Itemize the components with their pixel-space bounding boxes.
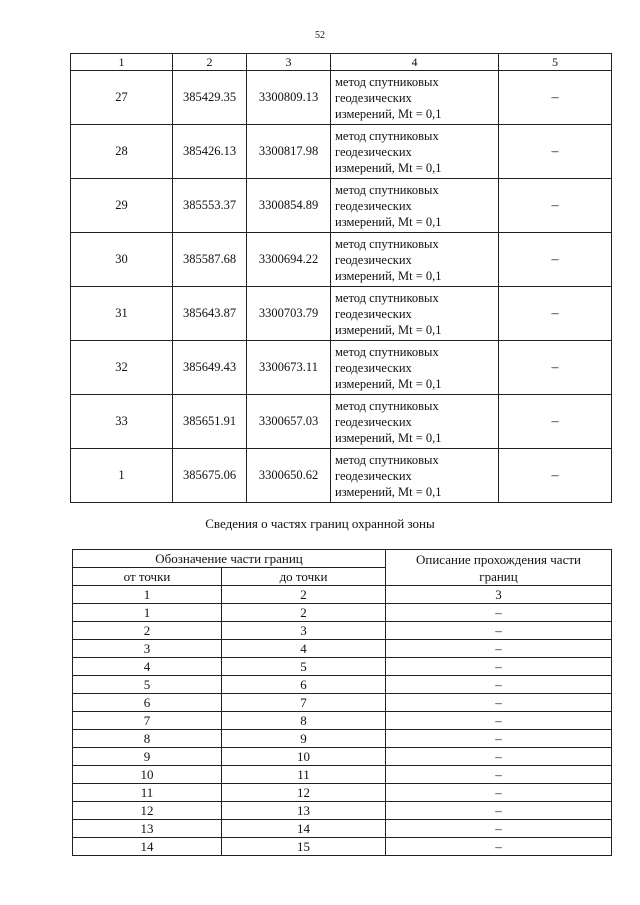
method-line: метод спутниковых (335, 452, 439, 467)
to-point-cell: 12 (222, 784, 386, 802)
passage-description-header (386, 550, 612, 586)
description-cell: – (386, 784, 612, 802)
note-cell: – (499, 179, 612, 233)
description-cell: – (386, 730, 612, 748)
table-row (71, 179, 612, 233)
note-cell: – (499, 341, 612, 395)
method-cell (331, 449, 499, 503)
table-row (71, 71, 612, 125)
note-cell: – (499, 125, 612, 179)
note-cell: – (499, 71, 612, 125)
method-line: измерений, Mt = 0,1 (335, 106, 442, 121)
boundary-part-designation-header: Обозначение части границ (73, 550, 386, 568)
table-row (73, 748, 612, 766)
x-coordinate-cell: 385426.13 (173, 125, 247, 179)
method-line: геодезических (335, 252, 412, 267)
table-row (73, 658, 612, 676)
table-row (73, 694, 612, 712)
from-point-cell: 12 (73, 802, 222, 820)
from-point-cell: 1 (73, 604, 222, 622)
to-point-cell: 14 (222, 820, 386, 838)
table-row (73, 712, 612, 730)
from-point-cell: 10 (73, 766, 222, 784)
point-number-cell: 31 (71, 287, 173, 341)
description-cell: – (386, 766, 612, 784)
method-cell (331, 125, 499, 179)
description-cell: – (386, 640, 612, 658)
method-line: измерений, Mt = 0,1 (335, 484, 442, 499)
column-number-3: 3 (247, 54, 331, 71)
table-row (73, 640, 612, 658)
to-point-cell: 10 (222, 748, 386, 766)
y-coordinate-cell: 3300703.79 (247, 287, 331, 341)
table-row (71, 287, 612, 341)
point-number-cell: 27 (71, 71, 173, 125)
page-number: 52 (315, 30, 325, 41)
point-number-cell: 33 (71, 395, 173, 449)
y-coordinate-cell: 3300854.89 (247, 179, 331, 233)
x-coordinate-cell: 385429.35 (173, 71, 247, 125)
x-coordinate-cell: 385651.91 (173, 395, 247, 449)
y-coordinate-cell: 3300809.13 (247, 71, 331, 125)
method-cell (331, 179, 499, 233)
to-point-cell: 3 (222, 622, 386, 640)
description-cell: – (386, 694, 612, 712)
x-coordinate-cell: 385553.37 (173, 179, 247, 233)
table-row (73, 838, 612, 856)
method-line: метод спутниковых (335, 128, 439, 143)
table-row (73, 784, 612, 802)
to-point-cell: 13 (222, 802, 386, 820)
description-cell: – (386, 748, 612, 766)
passage-description-line-2: границ (479, 568, 518, 584)
method-line: геодезических (335, 414, 412, 429)
method-line: геодезических (335, 360, 412, 375)
parts-numbering-row (73, 586, 612, 604)
description-cell: – (386, 604, 612, 622)
column-number-2: 2 (222, 586, 386, 604)
x-coordinate-cell: 385643.87 (173, 287, 247, 341)
method-cell (331, 341, 499, 395)
from-point-cell: 14 (73, 838, 222, 856)
method-line: метод спутниковых (335, 398, 439, 413)
method-line: метод спутниковых (335, 344, 439, 359)
description-cell: – (386, 712, 612, 730)
description-cell: – (386, 838, 612, 856)
description-cell: – (386, 820, 612, 838)
y-coordinate-cell: 3300694.22 (247, 233, 331, 287)
to-point-cell: 11 (222, 766, 386, 784)
method-line: метод спутниковых (335, 74, 439, 89)
from-point-cell: 9 (73, 748, 222, 766)
note-cell: – (499, 395, 612, 449)
column-number-1: 1 (73, 586, 222, 604)
table-row (73, 766, 612, 784)
y-coordinate-cell: 3300673.11 (247, 341, 331, 395)
to-point-cell: 6 (222, 676, 386, 694)
method-line: измерений, Mt = 0,1 (335, 322, 442, 337)
description-cell: – (386, 658, 612, 676)
from-point-cell: 4 (73, 658, 222, 676)
method-line: геодезических (335, 468, 412, 483)
to-point-cell: 15 (222, 838, 386, 856)
method-line: метод спутниковых (335, 182, 439, 197)
point-number-cell: 32 (71, 341, 173, 395)
method-line: геодезических (335, 198, 412, 213)
method-line: геодезических (335, 90, 412, 105)
note-cell: – (499, 233, 612, 287)
method-line: измерений, Mt = 0,1 (335, 430, 442, 445)
from-point-cell: 6 (73, 694, 222, 712)
method-line: метод спутниковых (335, 236, 439, 251)
parts-header-row-1 (73, 550, 612, 568)
to-point-cell: 5 (222, 658, 386, 676)
method-cell (331, 71, 499, 125)
from-point-header: от точки (73, 568, 222, 586)
table-row (71, 449, 612, 503)
table-row (73, 676, 612, 694)
table-row (71, 125, 612, 179)
table-row (73, 802, 612, 820)
from-point-cell: 3 (73, 640, 222, 658)
table-row (73, 622, 612, 640)
y-coordinate-cell: 3300817.98 (247, 125, 331, 179)
description-cell: – (386, 622, 612, 640)
method-cell (331, 233, 499, 287)
method-line: геодезических (335, 144, 412, 159)
coordinates-header-row (71, 54, 612, 71)
table-row (73, 604, 612, 622)
column-number-4: 4 (331, 54, 499, 71)
boundary-parts-body (73, 550, 612, 856)
to-point-cell: 9 (222, 730, 386, 748)
table-row (73, 730, 612, 748)
x-coordinate-cell: 385587.68 (173, 233, 247, 287)
to-point-cell: 8 (222, 712, 386, 730)
from-point-cell: 5 (73, 676, 222, 694)
column-number-5: 5 (499, 54, 612, 71)
x-coordinate-cell: 385649.43 (173, 341, 247, 395)
from-point-cell: 8 (73, 730, 222, 748)
table-row (71, 233, 612, 287)
column-number-2: 2 (173, 54, 247, 71)
method-cell (331, 395, 499, 449)
to-point-cell: 4 (222, 640, 386, 658)
point-number-cell: 1 (71, 449, 173, 503)
x-coordinate-cell: 385675.06 (173, 449, 247, 503)
method-line: измерений, Mt = 0,1 (335, 214, 442, 229)
table-row (73, 820, 612, 838)
table-row (71, 395, 612, 449)
description-cell: – (386, 676, 612, 694)
coordinates-table (70, 53, 612, 503)
column-number-1: 1 (71, 54, 173, 71)
point-number-cell: 29 (71, 179, 173, 233)
point-number-cell: 30 (71, 233, 173, 287)
method-cell (331, 287, 499, 341)
boundary-parts-table (72, 549, 612, 856)
coordinates-body (71, 71, 612, 503)
method-line: измерений, Mt = 0,1 (335, 268, 442, 283)
to-point-header: до точки (222, 568, 386, 586)
method-line: измерений, Mt = 0,1 (335, 376, 442, 391)
note-cell: – (499, 287, 612, 341)
point-number-cell: 28 (71, 125, 173, 179)
passage-description-line-1: Описание прохождения части (416, 551, 581, 567)
method-line: измерений, Mt = 0,1 (335, 160, 442, 175)
note-cell: – (499, 449, 612, 503)
from-point-cell: 7 (73, 712, 222, 730)
from-point-cell: 2 (73, 622, 222, 640)
to-point-cell: 2 (222, 604, 386, 622)
from-point-cell: 11 (73, 784, 222, 802)
from-point-cell: 13 (73, 820, 222, 838)
method-line: геодезических (335, 306, 412, 321)
to-point-cell: 7 (222, 694, 386, 712)
description-cell: – (386, 802, 612, 820)
table-row (71, 341, 612, 395)
section-title: Сведения о частях границ охранной зоны (205, 516, 435, 531)
y-coordinate-cell: 3300650.62 (247, 449, 331, 503)
column-number-3: 3 (386, 586, 612, 604)
y-coordinate-cell: 3300657.03 (247, 395, 331, 449)
method-line: метод спутниковых (335, 290, 439, 305)
